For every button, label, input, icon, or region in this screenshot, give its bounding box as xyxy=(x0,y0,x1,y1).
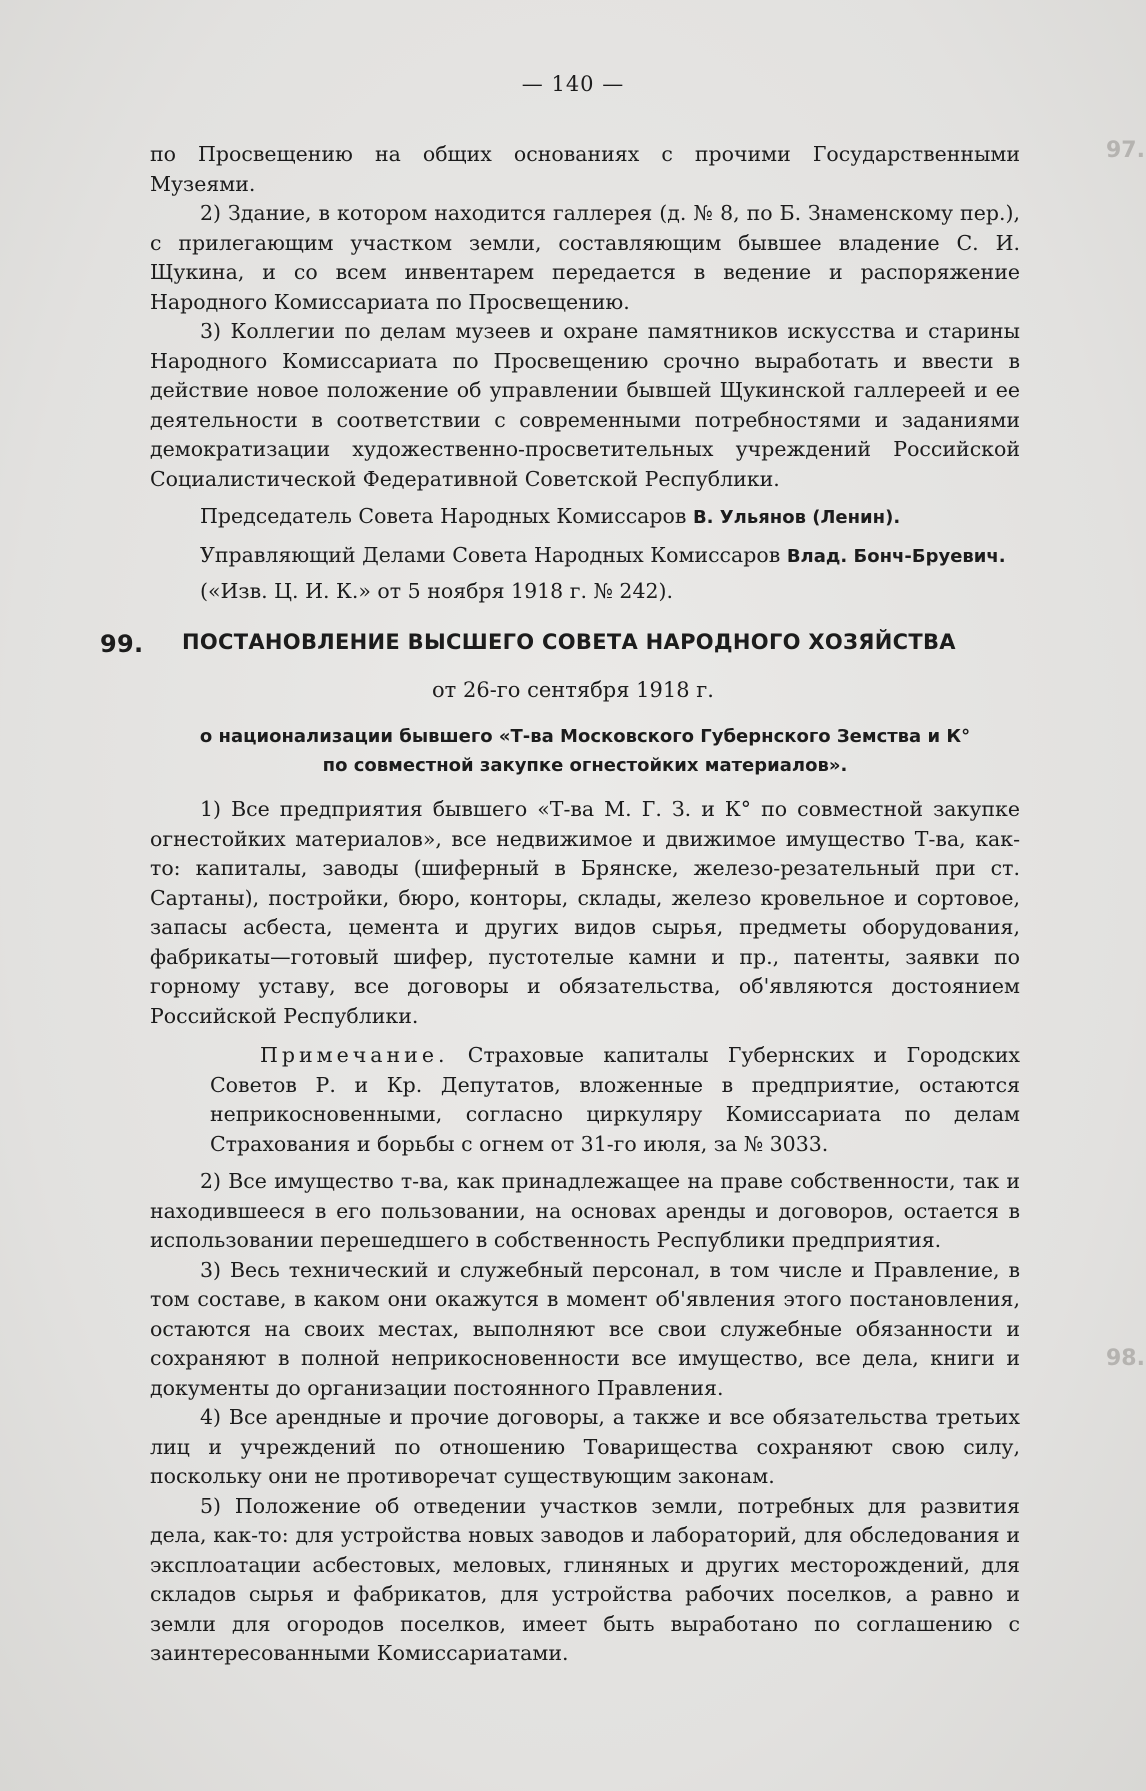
article-4: 4) Все арендные и прочие договоры, а также и все обязательства третьих лиц и учреждений по отношению Товарищества сохраняют свою силу, поскольку они не противоречат существующим законам. xyxy=(150,1405,1020,1488)
top-text-block xyxy=(150,140,1020,607)
note-text: Страховые капиталы Губернских и Городских Советов Р. и Кр. Депутатов, вложенные в предприятие, остаются неприкосновенными, согласно циркуляру Комиссариата по делам Страхования и борьбы с огнем от 31-го июля, за № 3033. xyxy=(210,1043,1020,1156)
margin-mark-mid: 98. xyxy=(1106,1346,1145,1371)
signature-chairman-name: В. Ульянов (Ленин). xyxy=(692,507,901,528)
signature-chairman-title: Председатель Совета Народных Комиссаров xyxy=(200,504,687,528)
margin-mark-top: 97. xyxy=(1106,138,1145,163)
paragraph-cont: по Просвещению на общих основаниях с прочими Государственными Музеями. xyxy=(150,142,1020,196)
page-number: — 140 — xyxy=(521,72,625,96)
note-label: Примечание. xyxy=(260,1043,449,1067)
signature-manager-name: Влад. Бонч-Бруевич. xyxy=(786,545,1006,567)
signature-manager xyxy=(150,541,1020,572)
section-number: 99. xyxy=(100,630,144,658)
signature-manager-title: Управляющий Делами Совета Народных Комиссаров xyxy=(200,542,781,567)
article-3: 3) Весь технический и служебный персонал, в том числе и Правление, в том составе, в каком они окажутся в момент об'явления этого постановления, остаются на своих местах, выполняют все свои служебные обязанности и сохраняют в полной неприкосновенности все имущество, все дела, книги и документы до организации постоянного Правления. xyxy=(150,1257,1020,1400)
section-title: ПОСТАНОВЛЕНИЕ ВЫСШЕГО СОВЕТА НАРОДНОГО ХОЗЯЙСТВА xyxy=(182,630,956,654)
paragraph-3: 3) Коллегии по делам музеев и охране памятников искусства и старины Народного Комиссариата по Просвещению срочно выработать и ввести в действие новое положение об управлении бывшей Щукинской галлереей и ее деятельности в соответствии с современными потребностями и заданиями демократизации художественно-просветительных учреждений Российской Социалистической Федеративной Советской Республики. xyxy=(150,319,1020,491)
signature-chairman xyxy=(150,502,1020,533)
body-text-block xyxy=(150,795,1020,1669)
section-date: от 26-го сентября 1918 г. xyxy=(432,678,714,702)
article-2: 2) Все имущество т-ва, как принадлежащее на праве собственности, так и находившееся в его пользовании, на основах аренды и договоров, остается в использовании перешедшего в собственность Республики предприятия. xyxy=(150,1169,1020,1252)
section-subtitle xyxy=(150,722,1020,780)
source-citation: («Изв. Ц. И. К.» от 5 ноября 1918 г. № 242). xyxy=(200,579,674,603)
subtitle-line-2: по совместной закупке огнестойких материалов». xyxy=(322,755,848,776)
paragraph-2: 2) Здание, в котором находится галлерея (д. № 8, по Б. Знаменскому пер.), с прилегающим участком земли, составляющим бывшее владение С. И. Щукина, и со всем инвентарем передается в ведение и распоряжение Народного Комиссариата по Просвещению. xyxy=(150,201,1020,314)
subtitle-line-1: о национализации бывшего «Т-ва Московского Губернского Земства и К° xyxy=(199,726,971,747)
note xyxy=(150,1041,1020,1159)
article-1: 1) Все предприятия бывшего «Т-ва М. Г. З. и К° по совместной закупке огнестойких материалов», все недвижимое и движимое имущество Т-ва, как-то: капиталы, заводы (шиферный в Брянске, железо-резательный при ст. Сартаны), постройки, бюро, конторы, склады, железо кровельное и сортовое, запасы асбеста, цемента и других видов сырья, предметы оборудования, фабрикаты—готовый шифер, пустотелые камни и пр., патенты, заявки по горному уставу, все договоры и обязательства, об'являются достоянием Российской Республики. xyxy=(150,797,1020,1028)
article-5: 5) Положение об отведении участков земли, потребных для развития дела, как-то: для устройства новых заводов и лабораторий, для обследования и эксплоатации асбестовых, меловых, глиняных и других месторождений, для складов сырья и фабрикатов, для устройства рабочих поселков, а равно и земли для огородов поселков, имеет быть выработано по соглашению с заинтересованными Комиссариатами. xyxy=(150,1493,1020,1665)
